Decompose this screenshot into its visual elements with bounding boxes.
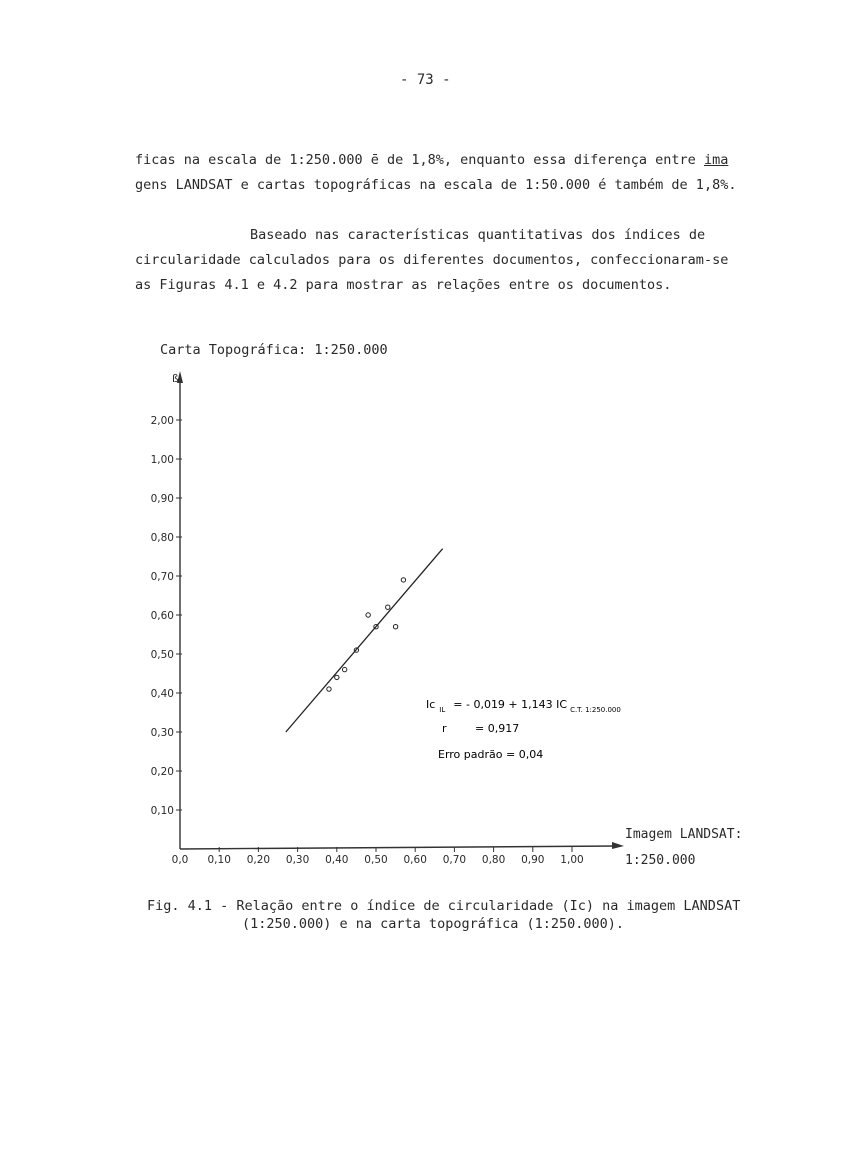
data-point <box>393 625 397 629</box>
paragraph-1-line-1: ficas na escala de 1:250.000 ē de 1,8%, enquanto essa diferença entre ima <box>135 152 729 168</box>
page-number: - 73 - <box>400 72 451 88</box>
correlation-value: = 0,917 <box>475 722 520 735</box>
x-tick-label: 0,40 <box>325 854 349 866</box>
paragraph-1-line-2: gens LANDSAT e cartas topográficas na escala de 1:50.000 é também de 1,8%. <box>135 177 737 193</box>
paragraph-2-line-3: as Figuras 4.1 e 4.2 para mostrar as relações entre os documentos. <box>135 277 672 293</box>
x-axis-label-line-1: Imagem LANDSAT: <box>625 827 743 842</box>
data-point <box>386 605 390 609</box>
y-tick-label: 0,80 <box>150 532 174 544</box>
chart-ticks <box>151 415 584 866</box>
svg-text:IcIL= - 0,019 + 1,143 ICC.T. <box>426 698 621 714</box>
regression-line <box>286 549 446 732</box>
figure-caption <box>147 897 740 933</box>
equation-rhs: = - 0,019 + 1,143 IC <box>453 698 568 711</box>
paragraph-2-line-2: circularidade calculados para os diferentes documentos, confeccionaram-se <box>135 252 729 268</box>
x-tick-label: 0,20 <box>246 854 271 866</box>
equation-lhs-subscript: IL <box>439 706 446 714</box>
y-tick-label: 1,00 <box>150 454 174 466</box>
hyphenated-fragment: ima <box>703 152 729 168</box>
data-point <box>327 687 331 691</box>
y-tick-label: 2,00 <box>150 415 174 427</box>
data-point <box>366 613 370 617</box>
y-tick-label: 0,50 <box>150 649 174 661</box>
caption-line-2: (1:250.000) e na carta topográfica (1:250.000). <box>242 916 625 932</box>
x-tick-label: 0,80 <box>481 854 506 866</box>
equation-rhs-subscript: C.T. 1:250.000 <box>570 706 621 714</box>
x-tick-label: 0,60 <box>403 854 427 866</box>
paragraph-2-line-1: Baseado nas características quantitativas dos índices de <box>250 227 706 243</box>
x-tick-label: 1,00 <box>560 854 584 866</box>
x-tick-label: 0,70 <box>442 854 467 866</box>
chart-axes <box>177 371 624 849</box>
x-tick-label: 0,0 <box>171 854 189 866</box>
x-tick-label: 0,50 <box>364 854 388 866</box>
y-axis-symbol: ß <box>172 372 179 385</box>
x-tick-label: 0,90 <box>521 854 545 866</box>
caption-line-1: Fig. 4.1 - Relação entre o índice de circularidade (Ic) na imagem LANDSAT <box>147 898 741 914</box>
y-tick-label: 0,20 <box>150 766 174 778</box>
y-tick-label: 0,90 <box>150 493 174 505</box>
chart-marks <box>286 549 446 732</box>
y-tick-label: 0,10 <box>150 805 174 817</box>
y-tick-label: 0,40 <box>150 688 174 700</box>
x-axis-arrow-icon <box>612 842 624 849</box>
standard-error: Erro padrão = 0,04 <box>438 748 544 761</box>
data-point <box>401 578 405 582</box>
chart-title: Carta Topográfica: 1:250.000 <box>160 342 388 358</box>
data-point <box>335 675 339 679</box>
equation-lhs: Ic <box>426 698 436 711</box>
y-tick-label: 0,60 <box>150 610 174 622</box>
x-axis-label-line-2: 1:250.000 <box>625 853 696 868</box>
x-tick-label: 0,30 <box>285 854 310 866</box>
correlation-label: r <box>442 722 447 735</box>
x-tick-label: 0,10 <box>207 854 231 866</box>
y-tick-label: 0,30 <box>150 727 174 739</box>
y-tick-label: 0,70 <box>150 571 174 583</box>
x-axis-line <box>180 846 618 849</box>
regression-annotation <box>426 698 621 761</box>
data-point <box>342 667 346 671</box>
